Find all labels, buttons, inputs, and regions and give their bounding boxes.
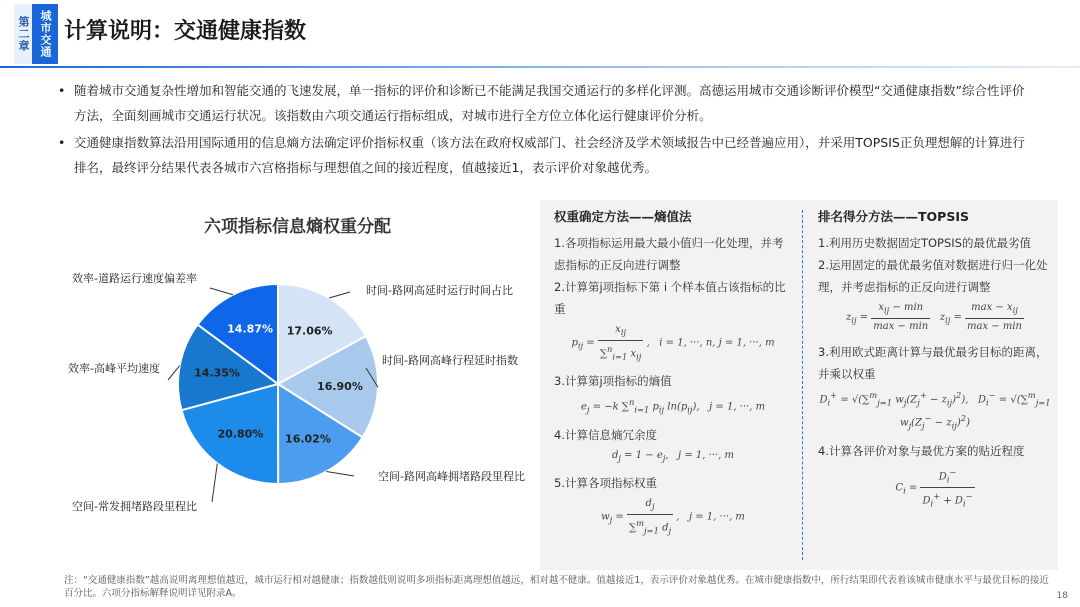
topsis-step-1: 1.利用历史数据固定TOPSIS的最优最劣值 <box>818 236 1031 250</box>
page-number: 18 <box>1056 591 1068 601</box>
pie-category-label: 效率-高峰平均速度 <box>68 362 160 375</box>
leader-line <box>329 292 350 298</box>
formula-redundancy: $d_j = 1 - e_j$, j = 1, ···, m <box>611 449 734 463</box>
footnote: 注：“交通健康指数”越高说明离理想值越近，城市运行相对越健康；指数越低则说明多项指标距离理想值越远，相对越不健康。值越接近1，表示评价对象越优秀。在城市健康指数中，所行结果即代表着该城市健康水平与最优目标的接近百分比。六项分指标解释说明详见附录A。 <box>64 575 1049 599</box>
title-divider <box>0 66 1080 68</box>
topsis-step-4: 4.计算各评价对象与最优方案的贴近程度 <box>818 443 1025 458</box>
formula-normalize: $z_{ij}$ = $\frac{x_{ij} - \min}{\max - \min}$ $z_{ij}$ = $\frac{\max - x_{ij}}{\max - \min}$ <box>846 302 1022 332</box>
panel-divider <box>802 210 803 560</box>
bullet-text: 交通健康指数算法沿用国际通用的信息熵方法确定评价指标权重（该方法在政府权威部门、社会经济及学术领域报告中已经普遍应用），并采用TOPSIS正负理想解的计算进行排名，最终评分结果代表各城市六宫格指标与理想值之间的接近程度，值越接近1，表示评价对象越优秀。 <box>74 135 1025 175</box>
pie-slice-value: 16.90% <box>317 379 363 393</box>
formula-proportion: $p_{ij}$ = $\frac{x_{ij}}{\sum^n_{i=1} x_{ij}}$ , i = 1, ···, n, j = 1, ···, m <box>571 324 775 362</box>
chapter-number: 第二章 <box>17 16 30 52</box>
pie-category-label: 效率-道路运行速度偏差率 <box>72 272 197 285</box>
entropy-method-column <box>554 206 792 544</box>
entropy-heading: 权重确定方法——熵值法 <box>554 209 692 224</box>
leader-line <box>212 463 217 502</box>
chapter-name: 城市交通 <box>32 4 58 64</box>
formula-closeness: $C_i$ = $\frac{D_i^-}{D_i^+ + D_i^-}$ <box>818 464 1052 512</box>
entropy-step-2: 2.计算第j项指标下第 i 个样本值占该指标的比重 <box>554 280 786 316</box>
pie-category-label: 时间-路网高延时运行时间占比 <box>366 284 513 297</box>
pie-slice-value: 20.80% <box>217 427 264 441</box>
entropy-step-3: 3.计算第j项指标的熵值 <box>554 374 672 389</box>
pie-slice-value: 16.02% <box>285 432 331 446</box>
pie-category-label: 空间-常发拥堵路段里程比 <box>72 500 197 513</box>
topsis-heading: 排名得分方法——TOPSIS <box>818 209 969 224</box>
bullet-dot-icon: • <box>58 83 66 98</box>
pie-slice-value: 17.06% <box>286 324 333 338</box>
bullet-item <box>56 130 1036 180</box>
pie-chart <box>0 240 540 570</box>
topsis-step-2: 2.运用固定的最优最劣值对数据进行归一化处理，并考虑指标的正反向进行调整 <box>818 258 1048 294</box>
topsis-method-column <box>818 206 1052 517</box>
bullet-item <box>56 78 1036 128</box>
entropy-step-4: 4.计算信息熵冗余度 <box>554 427 657 442</box>
pie-category-label: 空间-路网高峰拥堵路段里程比 <box>378 470 525 483</box>
topsis-step-3: 3.利用欧式距离计算与最优最劣目标的距离，并乘以权重 <box>818 345 1048 381</box>
leader-line <box>326 472 354 476</box>
pie-category-label: 时间-路网高峰行程延时指数 <box>382 354 518 367</box>
formula-distance: $D_i^+ = √(\sum^m_{j=1}$ $w_j(Z_j^+ - z_{ij})^2$), $D_i^- = √(\sum^m_{j=1}$ $w_j(Z_j^- - z_{ij})^2$) <box>819 390 1051 431</box>
intro-bullets <box>56 78 1036 182</box>
bullet-dot-icon: • <box>58 135 66 150</box>
pie-slice-value: 14.35% <box>194 366 240 380</box>
formula-entropy: $e_j = -k$ ∑$^n_{i=1}$ $p_{ij}$ $\ln(p_{ij})$, j = 1, ···, m <box>580 397 766 415</box>
chart-title: 六项指标信息熵权重分配 <box>204 217 391 237</box>
chapter-badge <box>14 4 58 64</box>
bullet-text: 随着城市交通复杂性增加和智能交通的飞速发展，单一指标的评价和诊断已不能满足我国交通运行的多样化评测。高德运用城市交通诊断评价模型“交通健康指数”综合性评价方法，全面刻画城市交通运行状况。该指数由六项交通运行指标组成，对城市进行全方位立体化运行健康评价分析。 <box>74 83 1025 123</box>
entropy-step-1: 1.各项指标运用最大最小值归一化处理，并考虑指标的正反向进行调整 <box>554 236 784 272</box>
entropy-step-5: 5.计算各项指标权重 <box>554 475 657 490</box>
pie-slice-value: 14.87% <box>227 322 273 336</box>
leader-line <box>210 288 233 295</box>
formula-weight: $w_j$ = $\frac{d_j}{\sum^m_{j=1} d_j}$ , j = 1, ···, m <box>601 497 745 535</box>
page-title: 计算说明：交通健康指数 <box>64 19 307 44</box>
